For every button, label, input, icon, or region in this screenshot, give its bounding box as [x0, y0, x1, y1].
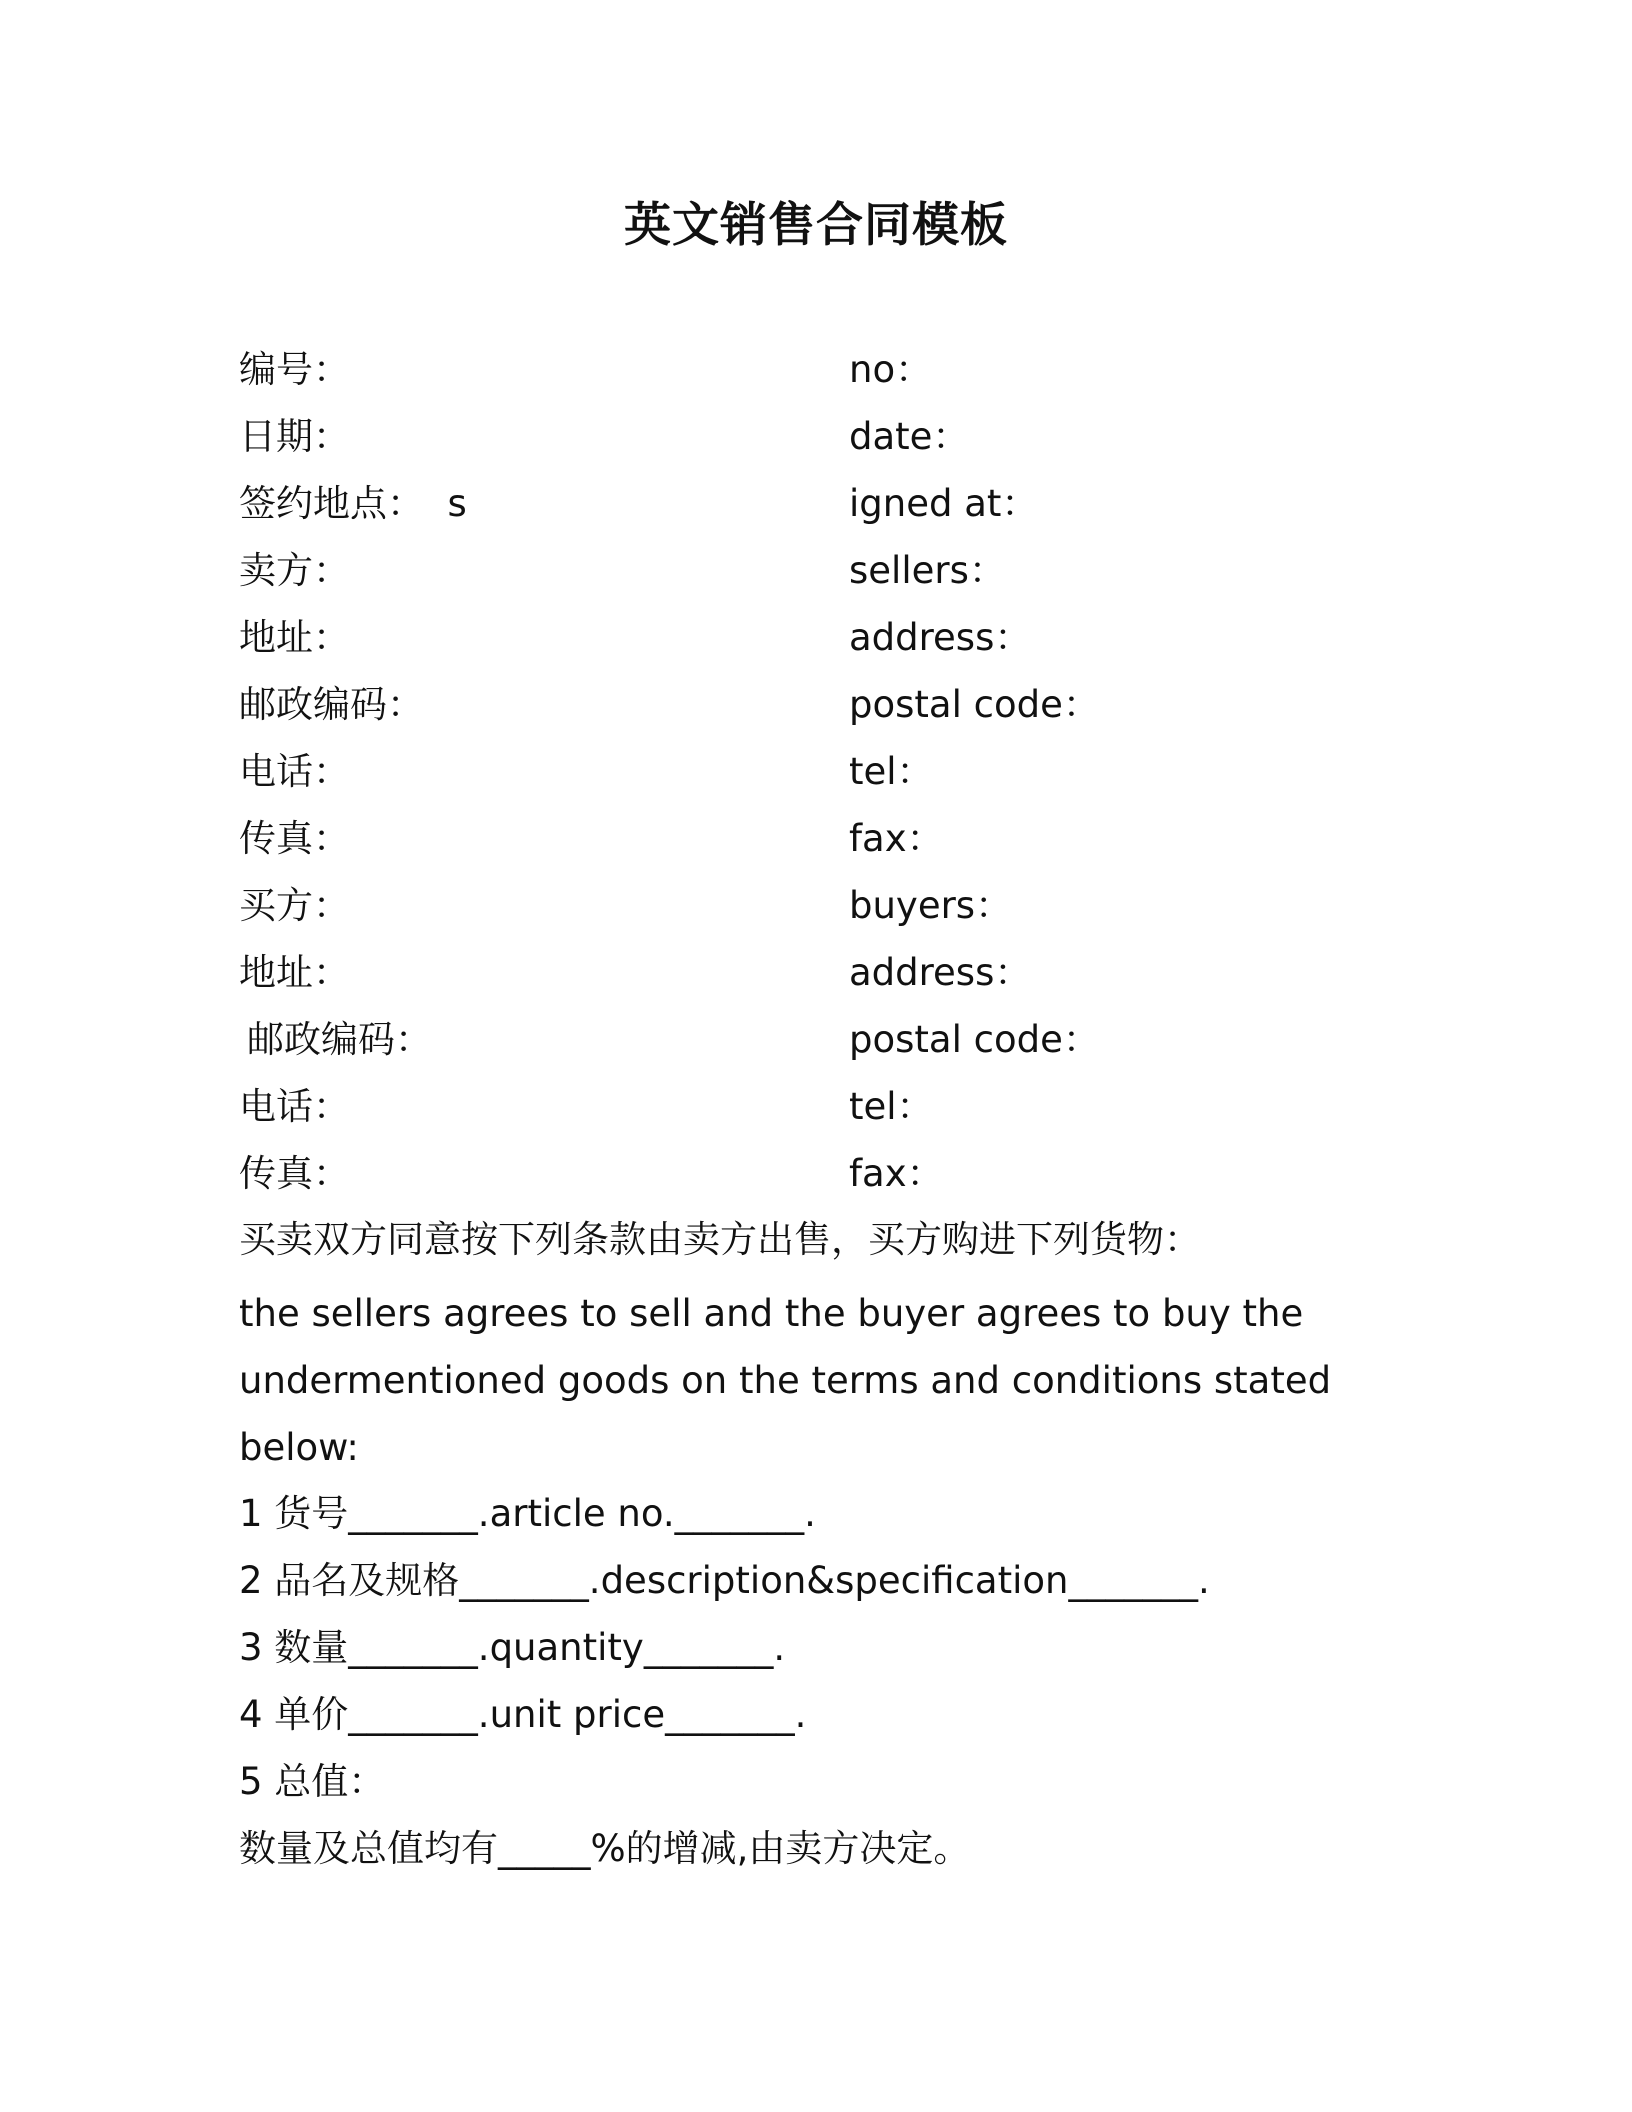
field-label-cn: 签约地点： s	[239, 482, 467, 525]
field-row-buyer-address	[239, 943, 1439, 1010]
item-quantity: 3 数量_______.quantity_______.	[239, 1626, 786, 1669]
field-label-en: date：	[849, 415, 970, 458]
field-label-cn: 编号：	[239, 348, 350, 391]
field-label-cn: 卖方：	[239, 549, 350, 592]
field-label-en: address：	[849, 616, 1032, 659]
field-row-seller-tel	[239, 742, 1439, 809]
field-label-en: address：	[849, 951, 1032, 994]
item-total-value: 5 总值：	[239, 1760, 386, 1803]
field-label-cn: 买方：	[239, 884, 350, 927]
field-label-cn: 传真：	[239, 817, 350, 860]
item-article-no: 1 货号_______.article no._______.	[239, 1492, 816, 1535]
field-row-seller-postal-code	[239, 675, 1439, 742]
field-label-en: tel：	[849, 750, 934, 793]
field-row-buyers	[239, 876, 1439, 943]
field-label-en: no：	[849, 348, 933, 391]
field-row-date	[239, 407, 1439, 474]
item-unit-price: 4 单价_______.unit price_______.	[239, 1693, 807, 1736]
field-label-en: fax：	[849, 1152, 944, 1195]
field-label-en: fax：	[849, 817, 944, 860]
field-row-buyer-postal-code	[239, 1010, 1439, 1077]
field-row-sellers	[239, 541, 1439, 608]
item-description: 2 品名及规格_______.description&specification_______.	[239, 1559, 1210, 1602]
field-row-seller-fax	[239, 809, 1439, 876]
field-label-en: postal code：	[849, 683, 1100, 726]
field-label-en: buyers：	[849, 884, 1013, 927]
agreement-intro-en: the sellers agrees to sell and the buyer agrees to buy the undermentioned goods on the terms and conditions stated below:	[239, 1292, 1332, 1469]
field-label-cn: 电话：	[239, 750, 350, 793]
field-row-no	[239, 340, 1439, 407]
field-row-buyer-tel	[239, 1077, 1439, 1144]
field-label-cn: 地址：	[239, 951, 350, 994]
agreement-intro-cn: 买卖双方同意按下列条款由卖方出售，买方购进下列货物：	[239, 1218, 1201, 1261]
field-row-seller-address	[239, 608, 1439, 675]
field-label-cn: 邮政编码：	[239, 683, 424, 726]
field-row-signed-at	[239, 474, 1439, 541]
field-label-en: tel：	[849, 1085, 934, 1128]
contract-fields	[239, 340, 1439, 1211]
field-label-cn: 电话：	[239, 1085, 350, 1128]
field-label-en: igned at：	[849, 482, 1039, 525]
field-label-cn: 日期：	[239, 415, 350, 458]
contract-items	[239, 1480, 1389, 1882]
field-label-cn: 邮政编码：	[247, 1018, 432, 1061]
field-label-cn: 地址：	[239, 616, 350, 659]
field-label-cn: 传真：	[239, 1152, 350, 1195]
document-title: 英文销售合同模板	[624, 198, 1008, 253]
field-label-en: postal code：	[849, 1018, 1100, 1061]
item-tolerance-note: 数量及总值均有_____%的增减,由卖方决定。	[239, 1827, 971, 1870]
field-label-en: sellers：	[849, 549, 1006, 592]
field-row-buyer-fax	[239, 1144, 1439, 1211]
